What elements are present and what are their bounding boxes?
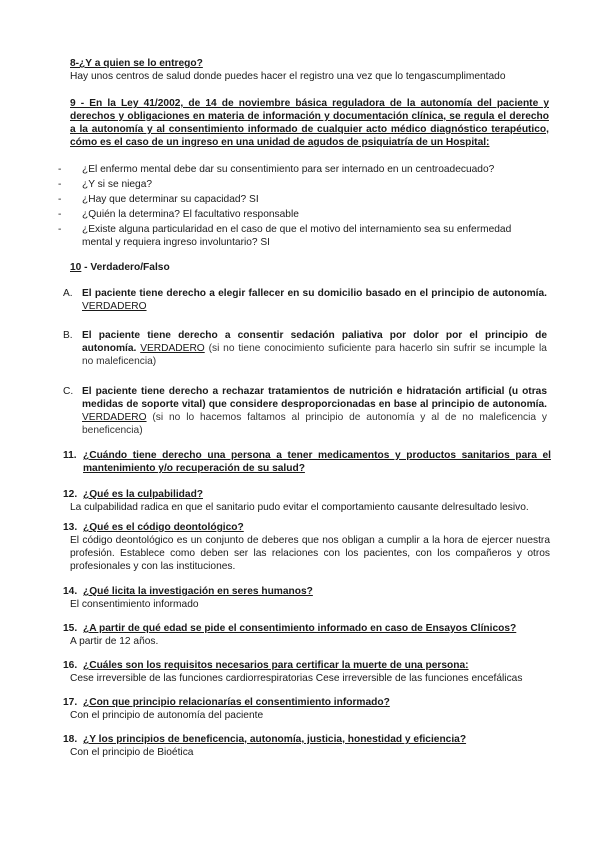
option-letter: B. bbox=[63, 330, 73, 341]
option-note: (si no lo hacemos faltamos al principio de autonomía y al de no maleficencia y beneficencia) bbox=[82, 412, 547, 436]
question-18: ¿Y los principios de beneficencia, autonomía, justicia, honestidad y eficiencia? bbox=[83, 734, 467, 745]
list-item: - ¿Quién la determina? El facultativo responsable bbox=[58, 208, 538, 221]
answer-18: Con el principio de Bioética bbox=[70, 747, 194, 758]
question-number: 11. bbox=[63, 450, 77, 461]
question-9: 9 - En la Ley 41/2002, de 14 de noviembre básica reguladora de la autonomía del paciente y derechos y obligaciones en materia de información y documentación clínica, se regula el derecho a la autonomía y al consentimiento informado de cualquier acto médico diagnóstico terapéutico, cómo es el caso de un ingreso en una unidad de agudos de psiquiatría de un Hospital: bbox=[70, 98, 549, 148]
list-item: - ¿El enfermo mental debe dar su consentimiento para ser internado en un centroadecuado? bbox=[58, 163, 538, 176]
question-12: ¿Qué es la culpabilidad? bbox=[83, 489, 204, 500]
question-number: 18. bbox=[63, 734, 78, 745]
question-17: ¿Con que principio relacionarías el consentimiento informado? bbox=[83, 697, 390, 708]
question-15: ¿A partir de qué edad se pide el consentimiento informado en caso de Ensayos Clínicos? bbox=[83, 623, 517, 634]
list-item: - ¿Y si se niega? bbox=[58, 178, 538, 191]
option-b bbox=[63, 329, 547, 368]
question-number: 16. bbox=[63, 660, 78, 671]
option-verdict: VERDADERO bbox=[140, 343, 205, 354]
option-note: (si no tiene conocimiento suficiente para hacerlo sin sufrir se incumple la no maleficencia) bbox=[82, 343, 547, 367]
answer-15: A partir de 12 años. bbox=[70, 636, 159, 647]
question-10-label: - Verdadero/Falso bbox=[81, 262, 170, 273]
option-statement: El paciente tiene derecho a rechazar tratamientos de nutrición e hidratación artificial (u otras medidas de soporte vital) que considere desproporcionadas en base al principio de autonomía. bbox=[82, 386, 547, 410]
question-10-title bbox=[70, 261, 170, 274]
question-number: 17. bbox=[63, 697, 78, 708]
question-10-number: 10 bbox=[70, 262, 82, 273]
answer-16: Cese irreversible de las funciones cardiorrespiratorias Cese irreversible de las funciones encefálicas bbox=[70, 673, 523, 684]
answer-13: El código deontológico es un conjunto de deberes que nos obligan a cumplir a la hora de ejercer nuestra profesión. Establece como deben ser las relaciones con los pacientes, con los compañeros y otros profesionales y con las instituciones. bbox=[70, 535, 550, 572]
option-statement: El paciente tiene derecho a elegir fallecer en su domicilio basado en el principio de autonomía. bbox=[82, 288, 547, 299]
question-number: 13. bbox=[63, 522, 78, 533]
question-number: 12. bbox=[63, 489, 78, 500]
answer-17: Con el principio de autonomía del paciente bbox=[70, 710, 264, 721]
answer-14: El consentimiento informado bbox=[70, 599, 199, 610]
answer-8: Hay unos centros de salud donde puedes hacer el registro una vez que lo tengascumplimentado bbox=[70, 71, 506, 82]
option-a bbox=[63, 287, 547, 313]
option-verdict: VERDADERO bbox=[82, 412, 147, 423]
question-14: ¿Qué licita la investigación en seres humanos? bbox=[83, 586, 313, 597]
list-item: - ¿Hay que determinar su capacidad? SI bbox=[58, 193, 538, 206]
option-verdict: VERDADERO bbox=[82, 301, 147, 312]
list-item: - ¿Existe alguna particularidad en el caso de que el motivo del internamiento sea su enfermedad mental y requiera ingreso involuntario? SI bbox=[58, 223, 538, 249]
question-number: 15. bbox=[63, 623, 78, 634]
question-number: 14. bbox=[63, 586, 78, 597]
question-9-list bbox=[58, 163, 538, 249]
option-letter: A. bbox=[63, 288, 73, 299]
question-11: ¿Cuándo tiene derecho una persona a tener medicamentos y productos sanitarios para el mantenimiento y/o recuperación de su salud? bbox=[83, 450, 551, 474]
question-8: 8-¿Y a quien se lo entrego? bbox=[70, 58, 203, 69]
option-letter: C. bbox=[63, 386, 74, 397]
option-c bbox=[63, 385, 547, 437]
answer-12: La culpabilidad radica en que el sanitario pudo evitar el comportamiento causante delresultado lesivo. bbox=[70, 502, 529, 513]
option-statement: El paciente tiene derecho a consentir sedación paliativa por dolor por el principio de autonomía. bbox=[82, 330, 547, 354]
question-13: ¿Qué es el código deontológico? bbox=[83, 522, 244, 533]
question-16: ¿Cuáles son los requisitos necesarios para certificar la muerte de una persona: bbox=[83, 660, 469, 671]
